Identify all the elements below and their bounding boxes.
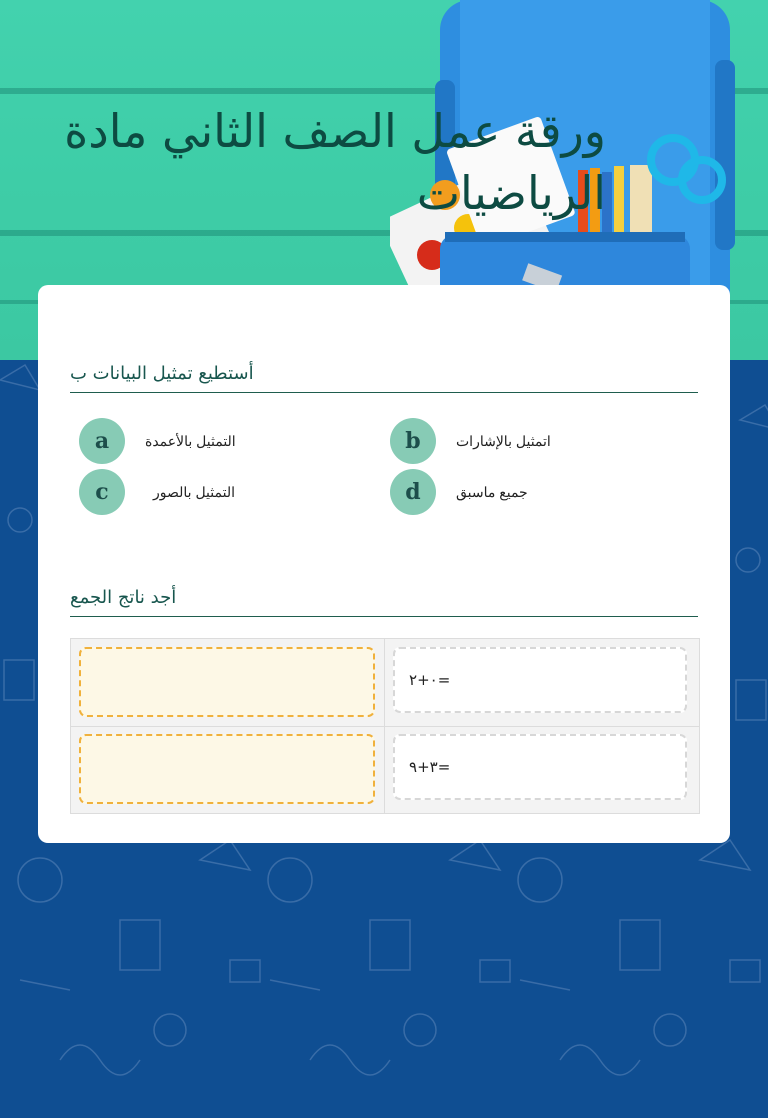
answer-dropzone[interactable] xyxy=(79,647,375,717)
option-badge: a xyxy=(79,418,125,464)
question-card[interactable]: ٣+٩= xyxy=(393,734,687,800)
section-title-data-representation: أستطيع تمثيل البيانات ب xyxy=(70,363,698,393)
option-b[interactable] xyxy=(390,418,551,464)
option-d[interactable] xyxy=(390,469,528,515)
option-label: التمثيل بالأعمدة xyxy=(145,432,236,449)
addition-table xyxy=(70,638,700,814)
table-row xyxy=(71,639,699,727)
answer-dropzone[interactable] xyxy=(79,734,375,804)
option-badge: b xyxy=(390,418,436,464)
table-row xyxy=(71,726,699,813)
section-title-addition: أجد ناتج الجمع xyxy=(70,587,698,617)
worksheet-card xyxy=(38,285,730,843)
option-c[interactable] xyxy=(79,469,235,515)
page-title: ورقة عمل الصف الثاني مادة الرياضيات xyxy=(64,104,606,220)
option-badge: d xyxy=(390,469,436,515)
question-card[interactable]: ٠+٢= xyxy=(393,647,687,713)
option-badge: c xyxy=(79,469,125,515)
option-label: اتمثيل بالإشارات xyxy=(456,432,551,449)
option-a[interactable] xyxy=(79,418,236,464)
option-label: التمثيل بالصور xyxy=(153,483,235,500)
option-label: جميع ماسبق xyxy=(456,483,528,500)
